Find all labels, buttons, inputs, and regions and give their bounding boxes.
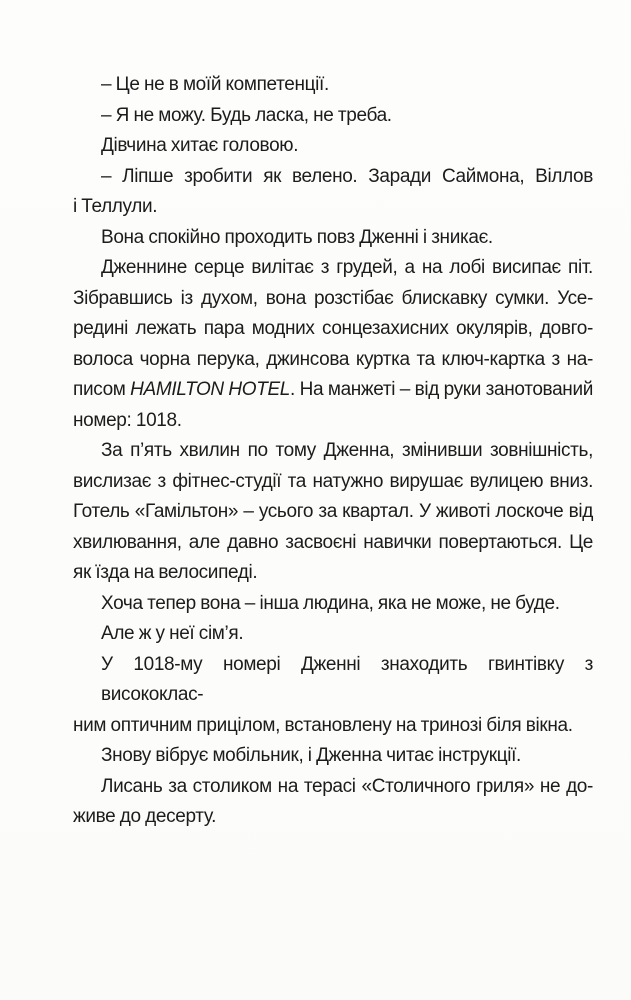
text-line: – Ліпше зробити як велено. Заради Саймона, Віллов bbox=[101, 165, 593, 187]
text-line: Зібравшись із духом, вона розстібає блискавку сумки. Усе- bbox=[73, 287, 593, 309]
text-fragment: . На манжеті – від руки занотований bbox=[290, 379, 593, 400]
text-line: У 1018-му номері Дженні знаходить гвинтівку з висококлас- bbox=[101, 653, 593, 705]
text-line: Вона спокійно проходить повз Дженні і зникає. bbox=[101, 226, 493, 248]
body-text bbox=[73, 70, 593, 833]
paragraph-7 bbox=[73, 436, 593, 589]
paragraph-4 bbox=[73, 162, 593, 223]
text-line: Готель «Гамільтон» – усього за квартал. У животі лоскоче від bbox=[73, 501, 593, 522]
text-line: номер: 1018. bbox=[73, 409, 182, 431]
paragraph-10 bbox=[73, 650, 593, 742]
text-line: Дженнине серце вилітає з грудей, а на лобі висипає піт. bbox=[101, 257, 593, 278]
text-line: редині лежать пара модних сонцезахисних окулярів, довго- bbox=[73, 318, 593, 339]
text-fragment: писом bbox=[73, 379, 131, 400]
text-line: За п’ять хвилин по тому Дженна, змінивши зовнішність, bbox=[101, 440, 593, 461]
text-line: волоса чорна перука, джинсова куртка та ключ-картка з на- bbox=[73, 348, 593, 370]
paragraph-3 bbox=[73, 131, 593, 162]
paragraph-2 bbox=[73, 101, 593, 132]
text-line: Дівчина хитає головою. bbox=[101, 135, 299, 156]
text-line: – Я не можу. Будь ласка, не треба. bbox=[101, 104, 392, 126]
paragraph-1 bbox=[73, 70, 593, 101]
text-line: живе до десерту. bbox=[73, 806, 217, 827]
text-line: Лисань за столиком на терасі «Столичного гриля» не до- bbox=[101, 775, 593, 797]
text-line: вислизає з фітнес-студії та натужно вирушає вулицею вниз. bbox=[73, 470, 593, 492]
paragraph-5 bbox=[73, 223, 593, 254]
paragraph-9 bbox=[73, 619, 593, 650]
text-line: хвилювання, але давно засвоєні навички повертаються. Це bbox=[73, 531, 593, 553]
text-line: і Теллули. bbox=[73, 196, 158, 217]
text-line: ним оптичним прицілом, встановлену на тринозі біля вікна. bbox=[73, 714, 573, 736]
text-line: – Це не в моїй компетенції. bbox=[101, 74, 329, 95]
text-line: Знову вібрує мобільник, і Дженна читає інструкції. bbox=[101, 745, 521, 766]
text-line: Але ж у неї сім’я. bbox=[101, 623, 244, 644]
text-line-with-italic bbox=[73, 375, 593, 406]
paragraph-6 bbox=[73, 253, 593, 436]
hotel-name-italic: HAMILTON HOTEL bbox=[130, 379, 291, 400]
paragraph-8 bbox=[73, 589, 593, 620]
paragraph-12 bbox=[73, 772, 593, 833]
text-line: Хоча тепер вона – інша людина, яка не може, не буде. bbox=[101, 592, 560, 614]
paragraph-11 bbox=[73, 741, 593, 772]
text-line: як їзда на велосипеді. bbox=[73, 562, 258, 583]
